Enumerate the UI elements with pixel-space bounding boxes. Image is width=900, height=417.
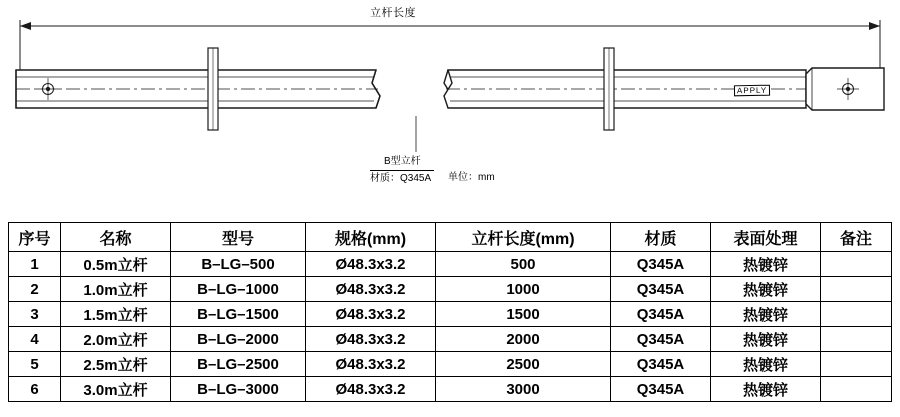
cell-surface: 热镀锌	[711, 352, 821, 377]
cell-length: 1500	[436, 302, 611, 327]
cell-model: B–LG–2500	[171, 352, 306, 377]
cell-remark	[821, 277, 892, 302]
cell-material: Q345A	[611, 352, 711, 377]
cell-model: B–LG–3000	[171, 377, 306, 402]
table-header-row	[9, 223, 892, 252]
column-header-remark: 备注	[821, 223, 892, 252]
cell-index: 3	[9, 302, 61, 327]
column-header-model: 型号	[171, 223, 306, 252]
column-header-name: 名称	[61, 223, 171, 252]
cell-material: Q345A	[611, 377, 711, 402]
cell-material: Q345A	[611, 302, 711, 327]
cell-remark	[821, 302, 892, 327]
cell-spec: Ø48.3x3.2	[306, 377, 436, 402]
cell-material: Q345A	[611, 327, 711, 352]
table-row	[9, 327, 892, 352]
cell-remark	[821, 252, 892, 277]
cell-remark	[821, 327, 892, 352]
cell-name: 2.0m立杆	[61, 327, 171, 352]
cell-spec: Ø48.3x3.2	[306, 327, 436, 352]
table-row	[9, 302, 892, 327]
unit-note: 单位：mm	[448, 172, 495, 183]
pole-left-segment	[16, 48, 380, 130]
cell-name: 1.5m立杆	[61, 302, 171, 327]
cell-surface: 热镀锌	[711, 277, 821, 302]
table-row	[9, 352, 892, 377]
cell-material: Q345A	[611, 252, 711, 277]
table-row	[9, 377, 892, 402]
cell-model: B–LG–1500	[171, 302, 306, 327]
cell-surface: 热镀锌	[711, 377, 821, 402]
cell-remark	[821, 377, 892, 402]
cell-index: 5	[9, 352, 61, 377]
cell-material: Q345A	[611, 277, 711, 302]
overall-dimension-label: 立杆长度	[370, 7, 416, 19]
caption-title: B型立杆	[384, 156, 421, 167]
cell-length: 1000	[436, 277, 611, 302]
apply-stamp: APPLY	[734, 85, 770, 97]
column-header-index: 序号	[9, 223, 61, 252]
table-row	[9, 252, 892, 277]
cell-length: 3000	[436, 377, 611, 402]
column-header-spec: 规格(mm)	[306, 223, 436, 252]
cell-index: 2	[9, 277, 61, 302]
cell-surface: 热镀锌	[711, 252, 821, 277]
column-header-length: 立杆长度(mm)	[436, 223, 611, 252]
pole-right-segment	[444, 48, 884, 130]
dimension-arrow-right	[869, 22, 880, 30]
cell-spec: Ø48.3x3.2	[306, 352, 436, 377]
cell-model: B–LG–1000	[171, 277, 306, 302]
drawing-caption	[370, 155, 434, 186]
cell-length: 2500	[436, 352, 611, 377]
cell-index: 4	[9, 327, 61, 352]
cell-name: 0.5m立杆	[61, 252, 171, 277]
cell-remark	[821, 352, 892, 377]
cell-index: 6	[9, 377, 61, 402]
cell-length: 2000	[436, 327, 611, 352]
caption-material: 材质：Q345A	[370, 173, 432, 184]
technical-drawing	[0, 0, 900, 205]
cell-model: B–LG–500	[171, 252, 306, 277]
cell-surface: 热镀锌	[711, 327, 821, 352]
cell-surface: 热镀锌	[711, 302, 821, 327]
spigot-connector	[806, 68, 884, 110]
break-symbol	[372, 70, 452, 108]
column-header-material: 材质	[611, 223, 711, 252]
caption-divider	[370, 170, 434, 171]
cell-spec: Ø48.3x3.2	[306, 277, 436, 302]
overall-dimension	[20, 20, 880, 72]
cell-model: B–LG–2000	[171, 327, 306, 352]
cell-length: 500	[436, 252, 611, 277]
table-row	[9, 277, 892, 302]
cell-name: 3.0m立杆	[61, 377, 171, 402]
cell-spec: Ø48.3x3.2	[306, 252, 436, 277]
cell-spec: Ø48.3x3.2	[306, 302, 436, 327]
dimension-arrow-left	[20, 22, 31, 30]
cell-name: 1.0m立杆	[61, 277, 171, 302]
specification-table	[8, 222, 892, 402]
cell-name: 2.5m立杆	[61, 352, 171, 377]
cell-index: 1	[9, 252, 61, 277]
column-header-surface: 表面处理	[711, 223, 821, 252]
